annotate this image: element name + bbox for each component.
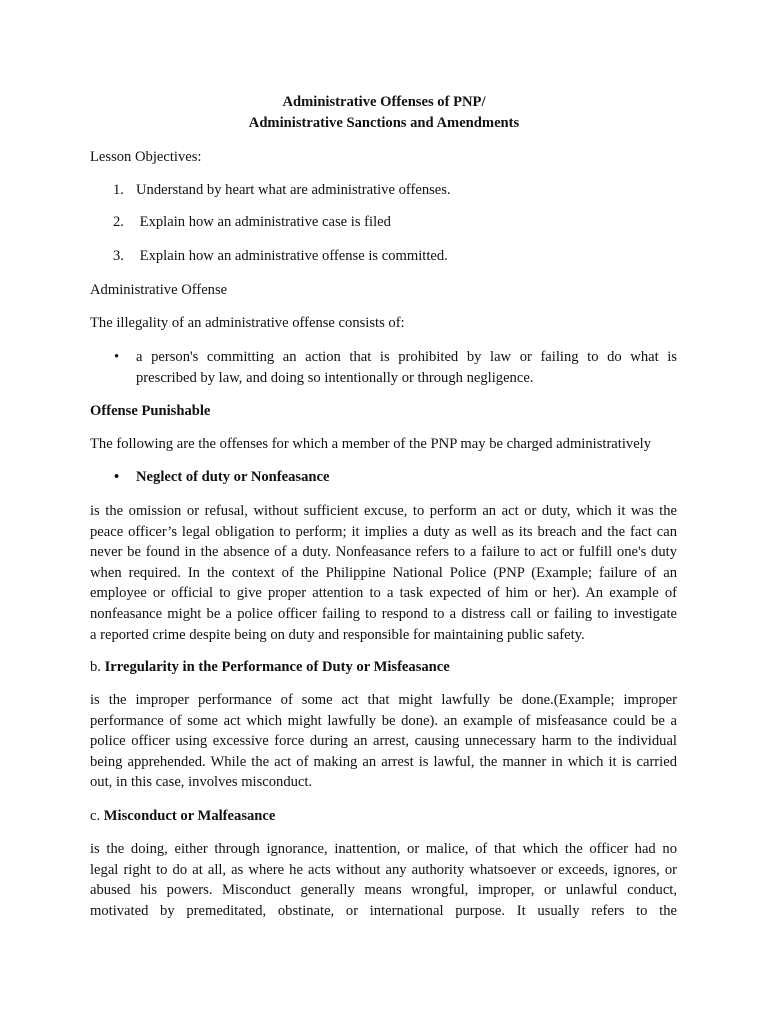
bullet-icon: • bbox=[114, 469, 120, 485]
text-line: peace officer’s legal obligation to perform; it implies a duty as well as its breach and the fact can bbox=[90, 523, 677, 540]
administrative-offense-heading: Administrative Offense bbox=[90, 282, 228, 298]
text-line: never be found in the absence of a duty. Nonfeasance refers to a failure to act or fulfill one's duty bbox=[90, 544, 677, 561]
text-line: performance of some act which might lawfully be done). an example of misfeasance could be a bbox=[90, 712, 677, 729]
misconduct-heading: Misconduct or Malfeasance bbox=[103, 808, 276, 824]
text-line: being apprehended. While the act of making an arrest is lawful, the manner in which it is carried bbox=[90, 753, 677, 770]
text-line: employee or official to give proper attention to a task expected of him or her). An example of bbox=[90, 585, 677, 602]
offense-punishable-heading: Offense Punishable bbox=[90, 403, 211, 419]
text-line: motivated by premeditated, obstinate, or international purpose. It usually refers to the bbox=[90, 902, 677, 919]
document-title bbox=[0, 92, 768, 133]
irregularity-heading: Irregularity in the Performance of Duty or Misfeasance bbox=[104, 659, 450, 675]
irregularity-heading-line bbox=[90, 657, 677, 678]
neglect-paragraph bbox=[90, 501, 677, 645]
text-line: a reported crime despite being on duty and responsible for maintaining public safety. bbox=[90, 626, 585, 643]
text-line: abused his powers. Misconduct generally means wrongful, improper, or unlawful conduct, bbox=[90, 882, 677, 898]
title-line-1: Administrative Offenses of PNP/ bbox=[282, 94, 486, 110]
objective-text: Understand by heart what are administrative offenses. bbox=[136, 182, 451, 198]
text-line: a person's committing an action that is prohibited by law or failing to do what is bbox=[136, 349, 677, 365]
illegality-bullet-text bbox=[136, 347, 677, 388]
text-line: legal right to do at all, as where he acts without any authority whatsoever or exceeds, ignores, or bbox=[90, 861, 677, 878]
text-line: is the doing, either through ignorance, inattention, or malice, of that which the officer had no bbox=[90, 841, 677, 857]
objective-number: 3. bbox=[113, 248, 124, 264]
section-letter: b. bbox=[90, 659, 105, 675]
misconduct-heading-line bbox=[90, 806, 677, 827]
offense-intro: The following are the offenses for which a member of the PNP may be charged administratively bbox=[90, 436, 652, 452]
text-line: out, in this case, involves misconduct. bbox=[90, 774, 313, 790]
text-line: is the omission or refusal, without sufficient excuse, to perform an act or duty, which it was the bbox=[90, 503, 677, 519]
text-line: is the improper performance of some act that might lawfully be done.(Example; improper bbox=[90, 692, 677, 708]
objective-text: Explain how an administrative offense is committed. bbox=[136, 248, 448, 264]
objective-text: Explain how an administrative case is filed bbox=[136, 214, 391, 230]
illegality-intro: The illegality of an administrative offense consists of: bbox=[90, 315, 405, 331]
text-line: police officer using excessive force during an arrest, causing unnecessary harm to the individual bbox=[90, 733, 677, 749]
objective-number: 1. bbox=[113, 182, 124, 198]
objective-number: 2. bbox=[113, 214, 124, 230]
bullet-icon: • bbox=[114, 349, 120, 365]
text-line: nonfeasance might be a police officer failing to respond to a distress call or failing to investigate bbox=[90, 605, 677, 622]
text-line: when required. In the context of the Philippine National Police (PNP (Example; failure of an bbox=[90, 564, 677, 581]
irregularity-paragraph bbox=[90, 690, 677, 793]
section-letter: c. bbox=[90, 808, 104, 824]
neglect-heading: Neglect of duty or Nonfeasance bbox=[136, 469, 330, 485]
lesson-objectives-label: Lesson Objectives: bbox=[90, 149, 202, 165]
misconduct-paragraph bbox=[90, 839, 677, 921]
text-line: prescribed by law, and doing so intentionally or through negligence. bbox=[136, 369, 534, 386]
title-line-2: Administrative Sanctions and Amendments bbox=[248, 114, 520, 131]
